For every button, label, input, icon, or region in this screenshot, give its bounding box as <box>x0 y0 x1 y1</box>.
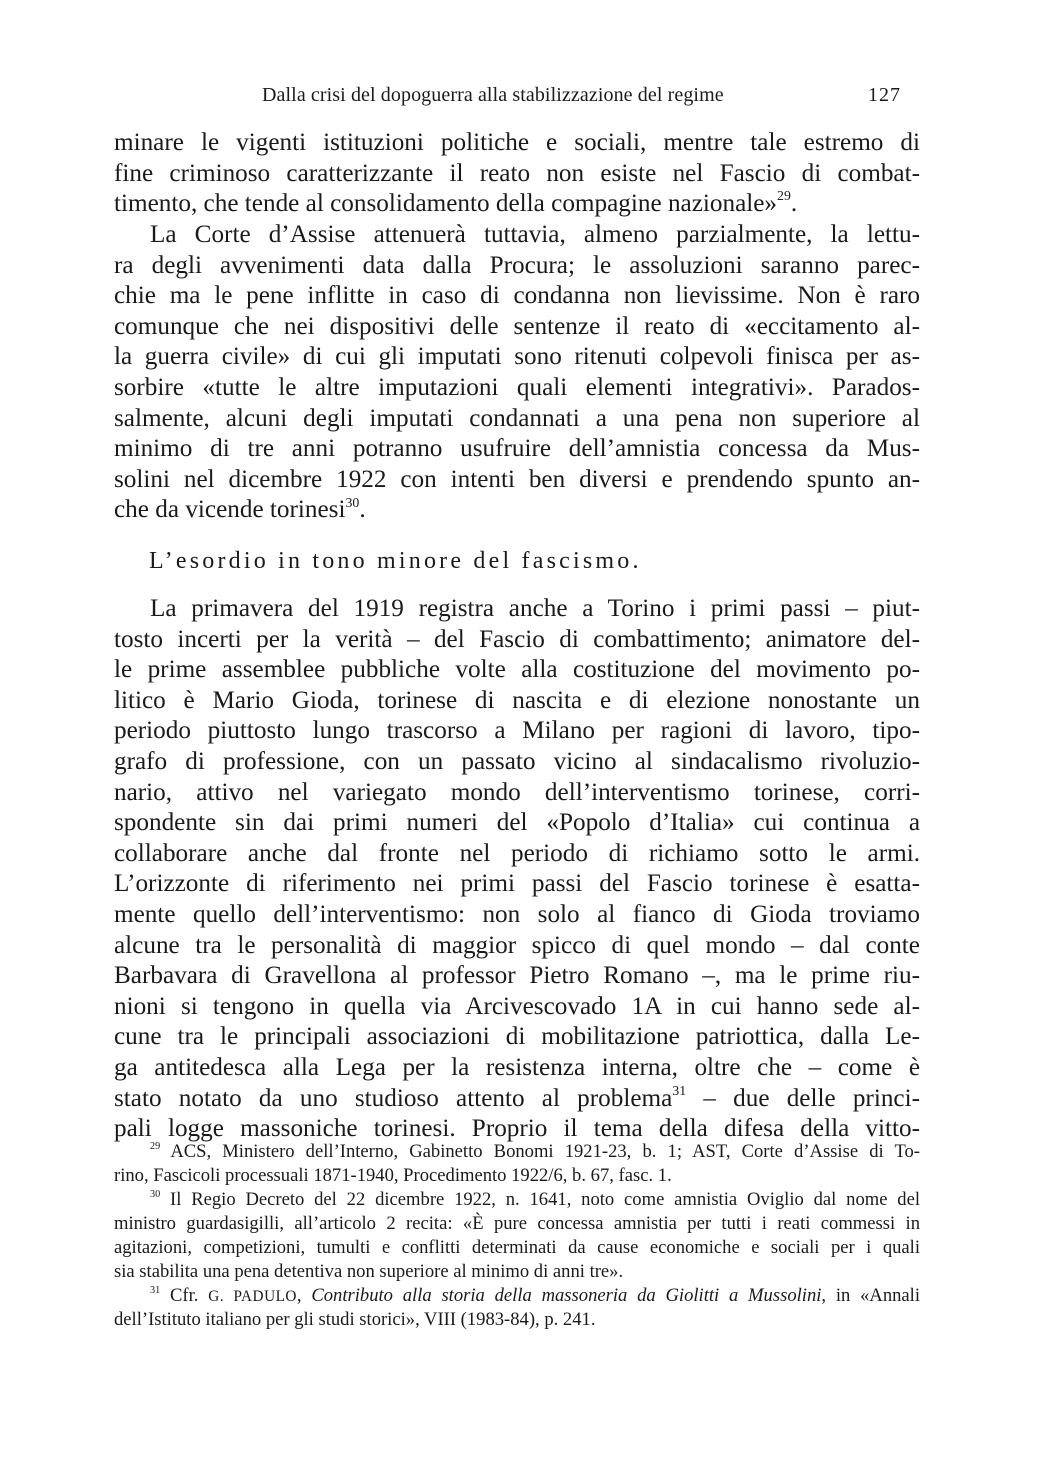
footnote-ref: 30 <box>345 494 360 510</box>
text-line: chie ma le pene inflitte in caso di condanna non lievissime. Non è raro <box>114 282 920 310</box>
footnote-number: 30 <box>150 1188 161 1200</box>
footnote-line: dell’Istituto italiano per gli studi storici», VIII (1983-84), p. 241. <box>114 1309 596 1330</box>
paragraph <box>114 594 920 1145</box>
text-line: grafo di professione, con un passato vicino al sindacalismo rivoluzio- <box>114 747 920 775</box>
footnote-ref: 29 <box>777 188 791 204</box>
footnote-number: 29 <box>150 1140 161 1152</box>
footnote-line: rino, Fascicoli processuali 1871-1940, Procedimento 1922/6, b. 67, fasc. 1. <box>114 1165 672 1186</box>
text-line: le prime assemblee pubbliche volte alla costituzione del movimento po- <box>114 656 920 684</box>
text-line: salmente, alcuni degli imputati condannati a una pena non superiore al <box>114 404 920 432</box>
text-line: la guerra civile» di cui gli imputati sono ritenuti colpevoli finisca per as- <box>114 343 920 371</box>
paragraph-continuation <box>114 128 920 220</box>
text-line: alcune tra le personalità di maggior spicco di quel mondo – dal conte <box>114 931 920 959</box>
text-line: La primavera del 1919 registra anche a Torino i primi passi – piut- <box>150 595 920 622</box>
text-line: stato notato da uno studioso attento al problema$^{31}$ – due delle princi- <box>114 1082 920 1112</box>
text-line: mente quello dell’interventismo: non solo al fianco di Gioda troviamo <box>114 900 920 928</box>
text-line: nario, attivo nel variegato mondo dell’interventismo torinese, corri- <box>114 778 920 806</box>
footnote-line: sia stabilita una pena detentiva non superiore al minimo di anni tre». <box>114 1261 624 1282</box>
text-line: sorbire «tutte le altre imputazioni quali elementi integrativi». Parados- <box>114 373 920 401</box>
footnotes <box>114 1140 920 1332</box>
text-line: minare le vigenti istituzioni politiche e sociali, mentre tale estremo di <box>114 129 920 156</box>
text-line: timento, che tende al consolidamento della compagine nazionale»$^{29}$. <box>114 188 798 218</box>
text-line: cune tra le principali associazioni di mobilitazione patriottica, dalla Le- <box>114 1023 920 1051</box>
text-line: spondente sin dai primi numeri del «Popolo d’Italia» cui continua a <box>114 809 920 837</box>
text-line: ra degli avvenimenti data dalla Procura; le assoluzioni saranno parec- <box>114 251 920 279</box>
text-line: Barbavara di Gravellona al professor Pietro Romano –, ma le prime riu- <box>114 962 920 990</box>
footnote-30: $^{30}$ Il Regio Decreto del 22 dicembre 1922, n. 1641, noto come amnistia Oviglio dal nome del <box>150 1188 920 1210</box>
footnote-line: ministro guardasigilli, all’articolo 2 recita: «È pure concessa amnistia per tutti i reati commessi in <box>114 1213 920 1234</box>
paragraph <box>114 220 920 526</box>
text-line: minimo di tre anni potranno usufruire dell’amnistia concessa da Mus- <box>114 435 920 463</box>
text-line: L’orizzonte di riferimento nei primi passi del Fascio torinese è esatta- <box>114 870 920 898</box>
footnote-line: agitazioni, competizioni, tumulti e conflitti determinati da cause economiche e sociali per i quali <box>114 1237 920 1258</box>
text-line: litico è Mario Gioda, torinese di nascita e di elezione nonostante un <box>114 686 920 714</box>
text-line: fine criminoso caratterizzante il reato non esiste nel Fascio di combat- <box>114 159 920 187</box>
running-head <box>0 84 1046 114</box>
text-line: pali logge massoniche torinesi. Proprio il tema della difesa della vitto- <box>114 1115 920 1143</box>
footnote-number: 31 <box>150 1284 161 1296</box>
text-line: tosto incerti per la verità – del Fascio di combattimento; animatore del- <box>114 625 920 653</box>
text-line: periodo piuttosto lungo trascorso a Milano per ragioni di lavoro, tipo- <box>114 717 920 745</box>
text-line: nioni si tengono in quella via Arcivescovado 1A in cui hanno sede al- <box>114 992 920 1020</box>
running-title: Dalla crisi del dopoguerra alla stabilizzazione del regime <box>262 84 724 106</box>
footnote-ref: 31 <box>672 1082 687 1098</box>
text-line: che da vicende torinesi$^{30}$. <box>114 494 366 524</box>
cited-title: Contributo alla storia della massoneria da Giolitti a Mussolini <box>311 1285 822 1306</box>
section-heading: L’esordio in tono minore del fascismo. <box>149 548 642 574</box>
cited-author: G. PADULO <box>208 1288 297 1305</box>
text-line: solini nel dicembre 1922 con intenti ben diversi e prendendo spunto an- <box>114 465 920 493</box>
footnote-31: $^{31}$ Cfr. G. PADULO, Contributo alla storia della massoneria da Giolitti a Mussolini, in «Annali <box>150 1284 920 1306</box>
text-line: La Corte d’Assise attenuerà tuttavia, almeno parzialmente, la lettu- <box>150 221 920 248</box>
page-number: 127 <box>868 84 901 106</box>
text-line: ga antitedesca alla Lega per la resistenza interna, oltre che – come è <box>114 1053 920 1081</box>
footnote-29: $^{29}$ ACS, Ministero dell’Interno, Gabinetto Bonomi 1921-23, b. 1; AST, Corte d’Assise di To- <box>150 1140 920 1162</box>
text-line: comunque che nei dispositivi delle sentenze il reato di «eccitamento al- <box>114 312 920 340</box>
text-line: collaborare anche dal fronte nel periodo di richiamo sotto le armi. <box>114 839 920 867</box>
